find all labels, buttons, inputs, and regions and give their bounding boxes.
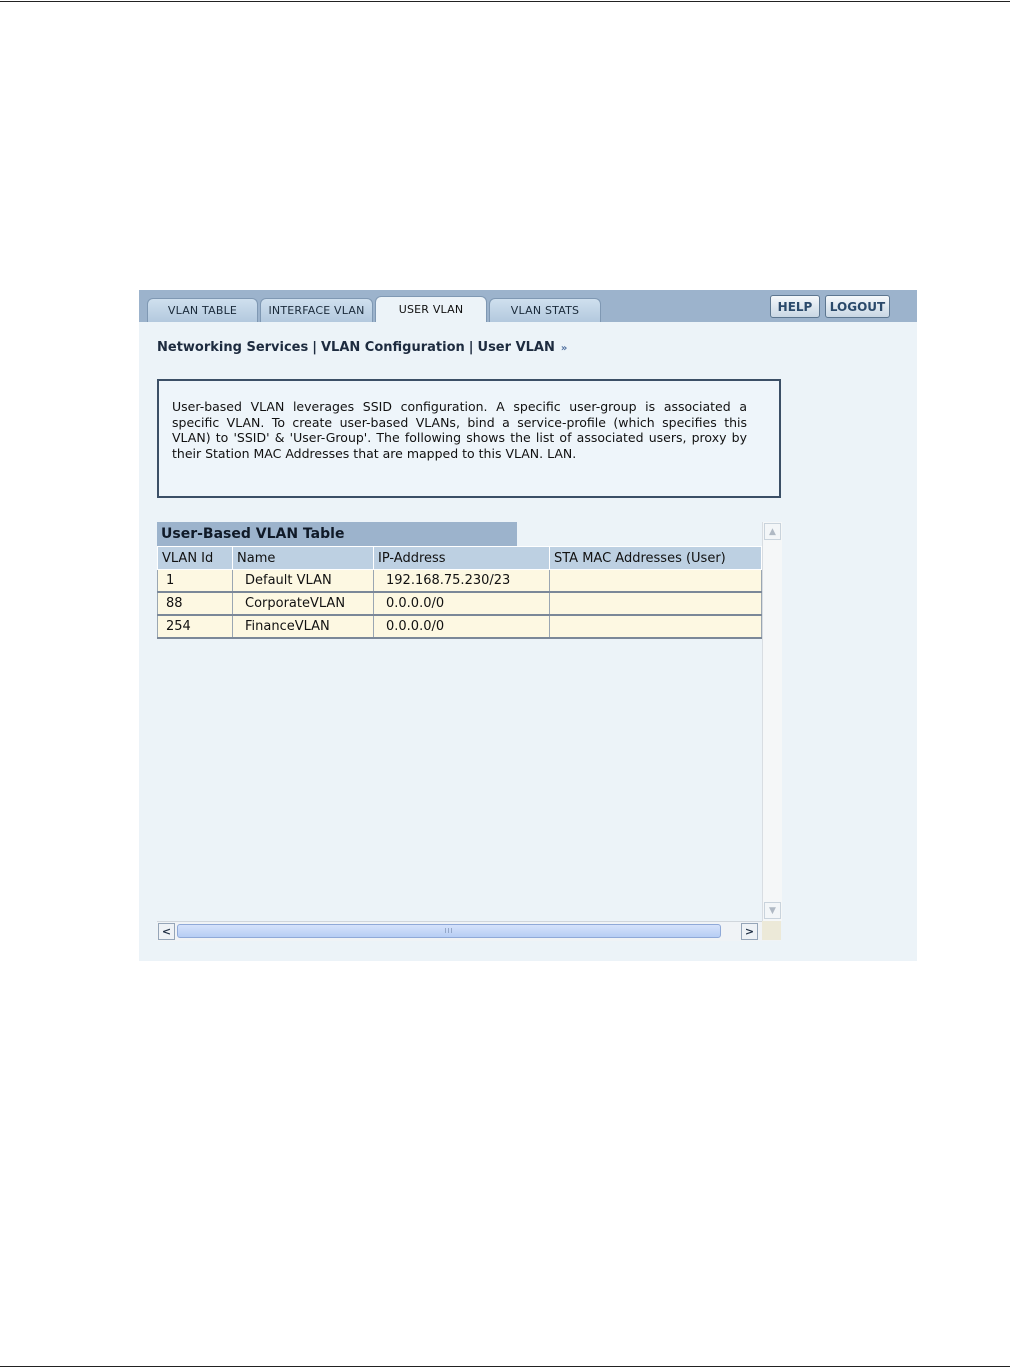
cell-name-text: CorporateVLAN — [245, 596, 346, 611]
table-row[interactable] — [158, 570, 762, 593]
column-header-vlan-id[interactable]: VLAN Id — [158, 547, 233, 570]
help-button[interactable]: HELP — [770, 295, 820, 318]
cell-ip-address — [374, 592, 550, 615]
cell-name-text: Default VLAN — [245, 573, 332, 588]
tab-user-vlan[interactable]: USER VLAN — [375, 296, 487, 322]
cell-ip-address — [374, 615, 550, 638]
cell-vlan-id: 254 — [158, 615, 233, 638]
breadcrumb-vlan-configuration[interactable]: VLAN Configuration — [320, 340, 465, 355]
logout-button[interactable]: LOGOUT — [825, 295, 890, 318]
table-row[interactable] — [158, 615, 762, 638]
description-text: User-based VLAN leverages SSID configuration. A specific user-group is associated a specific VLAN. To create user-based VLANs, bind a service-profile (which specifies this VLAN) to 'SSID' & 'User-Group'. The following shows the list of associated users, proxy by their Station MAC Addresses that are mapped to this VLAN. LAN. — [172, 399, 747, 461]
tab-bar — [139, 290, 917, 322]
cell-ip-text: 192.168.75.230/23 — [386, 573, 511, 588]
cell-name — [233, 592, 374, 615]
page-top-rule — [0, 1, 1010, 2]
tab-vlan-stats[interactable]: VLAN STATS — [489, 298, 601, 322]
breadcrumb-user-vlan: User VLAN — [477, 340, 555, 355]
cell-ip-text: 0.0.0.0/0 — [386, 619, 445, 634]
scroll-grip-icon: III — [444, 927, 454, 935]
breadcrumb-separator: | — [468, 340, 474, 355]
vertical-scrollbar[interactable] — [762, 522, 782, 921]
column-header-ip-address[interactable]: IP-Address — [374, 547, 550, 570]
cell-ip-text: 0.0.0.0/0 — [386, 596, 445, 611]
user-vlan-table — [157, 546, 762, 639]
cell-name — [233, 570, 374, 593]
cell-name-text: FinanceVLAN — [245, 619, 330, 634]
cell-sta-mac — [550, 592, 762, 615]
horizontal-scrollbar[interactable] — [157, 921, 781, 941]
cell-sta-mac — [550, 570, 762, 593]
breadcrumb-separator: | — [312, 340, 317, 355]
table-body — [157, 546, 762, 921]
breadcrumb-arrow-icon: » — [560, 343, 568, 354]
scroll-right-icon[interactable]: > — [741, 923, 758, 940]
tab-vlan-table[interactable]: VLAN TABLE — [147, 298, 258, 322]
breadcrumb — [157, 340, 567, 355]
scroll-down-icon[interactable]: ▼ — [764, 902, 781, 919]
table-header-row — [158, 547, 762, 570]
vlan-config-panel — [139, 290, 917, 961]
table-row[interactable] — [158, 592, 762, 615]
scroll-up-icon[interactable]: ▲ — [764, 523, 781, 540]
horizontal-scroll-thumb[interactable] — [177, 924, 721, 938]
user-vlan-table-container — [157, 522, 781, 942]
cell-vlan-id: 88 — [158, 592, 233, 615]
cell-sta-mac — [550, 615, 762, 638]
table-title: User-Based VLAN Table — [157, 522, 517, 546]
cell-ip-address — [374, 570, 550, 593]
page-bottom-rule — [0, 1366, 1010, 1367]
description-box — [157, 379, 781, 498]
tab-interface-vlan[interactable]: INTERFACE VLAN — [260, 298, 373, 322]
scrollbar-corner — [762, 921, 781, 940]
cell-name — [233, 615, 374, 638]
scroll-left-icon[interactable]: < — [158, 923, 175, 940]
breadcrumb-networking-services[interactable]: Networking Services — [157, 340, 309, 355]
column-header-name[interactable]: Name — [233, 547, 374, 570]
cell-vlan-id: 1 — [158, 570, 233, 593]
column-header-sta-mac[interactable]: STA MAC Addresses (User) — [550, 547, 762, 570]
